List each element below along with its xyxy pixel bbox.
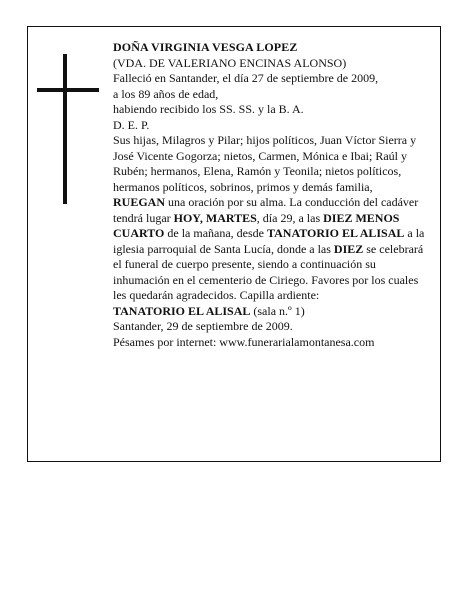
chapel-room: (sala n.º 1) [250, 303, 305, 318]
request-text-3: de la mañana, desde [164, 226, 267, 240]
chapel-funeral-home: TANATORIO EL ALISAL [113, 303, 251, 318]
request-keyword: RUEGAN [113, 195, 166, 209]
funeral-home-name: TANATORIO EL ALISAL [267, 226, 405, 240]
request-text-2: , día 29, a las [256, 210, 324, 225]
cross-horizontal-bar [37, 88, 99, 92]
death-line-2: a los 89 años de edad, [113, 86, 219, 101]
family-paragraph: Sus hijas, Milagros y Pilar; hijos políticos, Juan Víctor Sierra y José Vicente Gogorza; nietos, Carmen, Mónica e Ibai; Raúl y Rubén; hermanos, Elena, Ramón y Teonila; nietos políticos, hermanos políticos, sobrinos, primos y demás familia, [113, 133, 417, 194]
cross-icon [37, 54, 99, 204]
ceremony-day: HOY, MARTES [173, 210, 257, 225]
chapel-line [113, 304, 429, 320]
obituary-text [113, 40, 429, 350]
death-line-1: Falleció en Santander, el día 27 de septiembre de 2009, [113, 71, 379, 85]
rip-line: D. E. P. [113, 117, 150, 132]
cross-vertical-bar [63, 54, 67, 204]
condolences-line: Pésames por internet: www.funerarialamontanesa.com [113, 334, 375, 349]
request-text-1: una oración por su alma. La conducción del cadáver tendrá lugar [113, 195, 419, 225]
ceremony-time: DIEZ MENOS CUARTO [113, 210, 400, 240]
request-text-4: a la iglesia parroquial de Santa Lucía, donde a las [113, 226, 425, 256]
ceremony-paragraph [113, 195, 429, 304]
request-text-5: se celebrará el funeral de cuerpo presente, siendo a continuación su inhumación en el cementerio de Ciriego. Favores por los cuales les quedarán agradecidos. Capilla ardiente: [113, 241, 424, 302]
mass-time: DIEZ [333, 241, 364, 256]
place-date-line: Santander, 29 de septiembre de 2009. [113, 319, 293, 333]
widow-of-line: (VDA. DE VALERIANO ENCINAS ALONSO) [113, 55, 347, 70]
sacraments-line: habiendo recibido los SS. SS. y la B. A. [113, 102, 304, 116]
deceased-name: DOÑA VIRGINIA VESGA LOPEZ [113, 40, 298, 54]
